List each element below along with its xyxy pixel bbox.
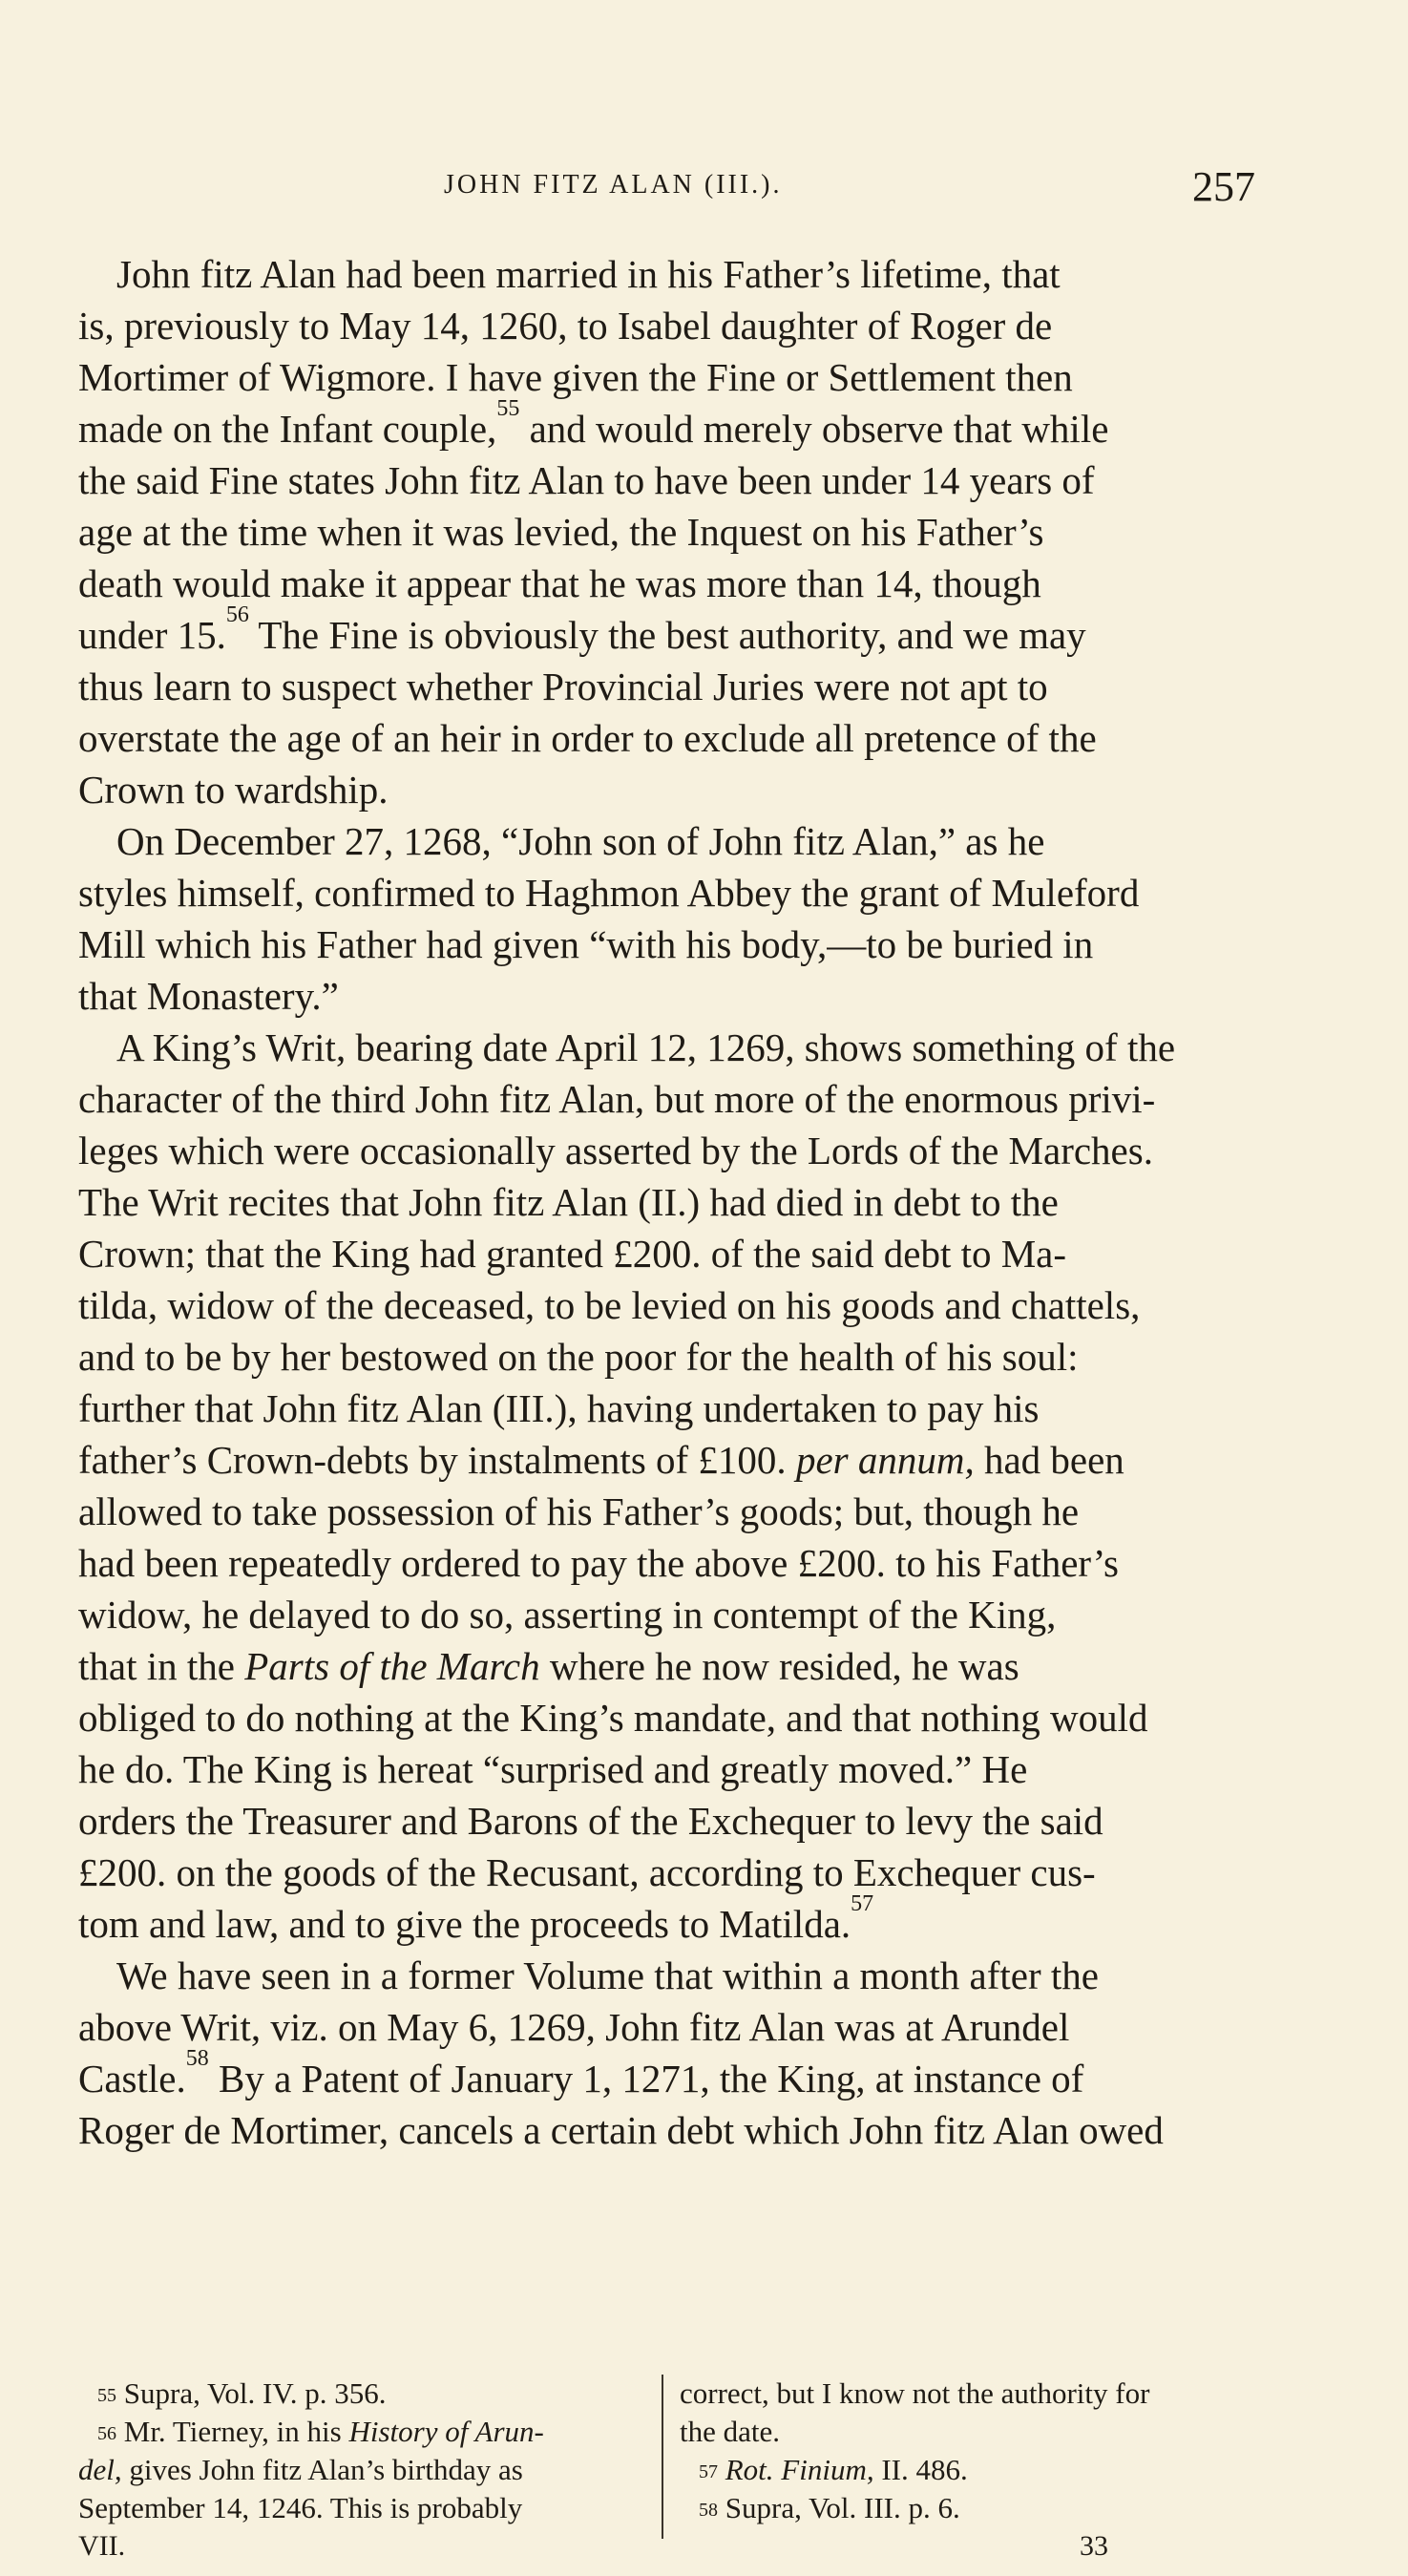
text-line: the said Fine states John fitz Alan to have been under 14 years of xyxy=(78,458,1095,502)
footnote-57 xyxy=(680,2451,1252,2489)
line-text: under 15. xyxy=(78,613,226,657)
sheet-number: 33 xyxy=(1080,2530,1108,2562)
text-line: styles himself, confirmed to Haghmon Abbey the grant of Muleford xyxy=(78,871,1140,915)
italic-text: Rot. Finium, xyxy=(725,2453,874,2486)
footnote-number: 57 xyxy=(699,2461,718,2482)
text-line: had been repeatedly ordered to pay the above £200. to his Father’s xyxy=(78,1541,1119,1585)
line-text: By a Patent of January 1, 1271, the King, at instance of xyxy=(208,2057,1084,2101)
line-text: The Fine is obviously the best authority, and we may xyxy=(248,613,1086,657)
text-line: Crown to wardship. xyxy=(78,768,389,812)
footnote-text: II. 486. xyxy=(873,2453,968,2486)
italic-text: History of Arun- xyxy=(348,2415,544,2448)
footnote-text: the date. xyxy=(680,2415,781,2448)
footnote-ref-55[interactable]: 55 xyxy=(496,396,520,421)
text-line: overstate the age of an heir in order to exclude all pretence of the xyxy=(78,716,1097,760)
line-text: tom and law, and to give the proceeds to Matilda. xyxy=(78,1902,851,1946)
text-line: widow, he delayed to do so, asserting in contempt of the King, xyxy=(78,1593,1057,1636)
footnote-ref-56[interactable]: 56 xyxy=(225,602,249,627)
italic-text: del, xyxy=(78,2453,122,2486)
text-line: leges which were occasionally asserted by the Lords of the Marches. xyxy=(78,1129,1153,1172)
italic-text: per annum, xyxy=(795,1438,975,1482)
footnote-text: September 14, 1246. This is probably xyxy=(78,2491,523,2524)
line-text: where he now resided, he was xyxy=(539,1644,1019,1688)
text-line: John fitz Alan had been married in his Father’s lifetime, that xyxy=(116,252,1061,296)
line-text: and would merely observe that while xyxy=(519,407,1109,451)
running-head: JOHN FITZ ALAN (III.). xyxy=(444,170,783,200)
text-line xyxy=(78,602,1245,661)
text-line: death would make it appear that he was more than 14, though xyxy=(78,561,1041,605)
footnote-text: Supra, Vol. III. p. 6. xyxy=(725,2491,960,2524)
text-line: obliged to do nothing at the King’s mandate, and that nothing would xyxy=(78,1696,1148,1740)
line-text: father’s Crown-debts by instalments of £100. xyxy=(78,1438,787,1482)
text-line xyxy=(78,2046,1245,2104)
text-line: tilda, widow of the deceased, to be levied on his goods and chattels, xyxy=(78,1283,1141,1327)
text-line: orders the Treasurer and Barons of the Exchequer to levy the said xyxy=(78,1799,1103,1843)
footnote-text: gives John fitz Alan’s birthday as xyxy=(121,2453,523,2486)
text-line: £200. on the goods of the Recusant, according to Exchequer cus- xyxy=(78,1850,1096,1894)
text-line: Mortimer of Wigmore. I have given the Fine or Settlement then xyxy=(78,355,1073,399)
footnotes-left-column xyxy=(78,2375,651,2527)
footnote-56-cont xyxy=(78,2489,651,2527)
text-line: On December 27, 1268, “John son of John fitz Alan,” as he xyxy=(116,819,1045,863)
footnote-58 xyxy=(680,2489,1252,2527)
text-line: that Monastery.” xyxy=(78,974,339,1018)
footnote-number: 55 xyxy=(97,2385,116,2406)
text-line: Crown; that the King had granted £200. of the said debt to Ma- xyxy=(78,1232,1067,1276)
text-line: further that John fitz Alan (III.), having undertaken to pay his xyxy=(78,1386,1040,1430)
body-text xyxy=(78,248,1245,2156)
footnotes-right-column xyxy=(680,2375,1252,2527)
text-line xyxy=(78,396,1245,454)
text-line xyxy=(78,1891,1245,1950)
text-line: Roger de Mortimer, cancels a certain debt which John fitz Alan owed xyxy=(78,2108,1164,2152)
text-line: Mill which his Father had given “with his body,—to be buried in xyxy=(78,922,1094,966)
text-line: thus learn to suspect whether Provincial Juries were not apt to xyxy=(78,665,1048,708)
page-number: 257 xyxy=(1192,163,1255,210)
text-line: A King’s Writ, bearing date April 12, 1269, shows something of the xyxy=(116,1025,1176,1069)
text-line: he do. The King is hereat “surprised and greatly moved.” He xyxy=(78,1747,1028,1791)
line-text: Castle. xyxy=(78,2057,186,2101)
text-line: age at the time when it was levied, the Inquest on his Father’s xyxy=(78,510,1044,554)
footnote-56 xyxy=(78,2413,651,2451)
footnote-ref-57[interactable]: 57 xyxy=(851,1891,874,1916)
text-line: We have seen in a former Volume that within a month after the xyxy=(116,1953,1099,1997)
text-line: The Writ recites that John fitz Alan (II.) had died in debt to the xyxy=(78,1180,1059,1224)
text-line xyxy=(78,1434,1245,1486)
text-line xyxy=(78,1640,1245,1692)
footnote-text: correct, but I know not the authority for xyxy=(680,2376,1150,2410)
footnote-text: Supra, Vol. IV. p. 356. xyxy=(123,2376,387,2410)
signature-mark: VII. xyxy=(78,2530,126,2562)
line-text: made on the Infant couple, xyxy=(78,407,497,451)
page-header xyxy=(0,162,1408,220)
footnotes xyxy=(78,2375,1245,2524)
footnote-55 xyxy=(78,2375,651,2413)
footnote-divider xyxy=(662,2375,663,2539)
text-line: above Writ, viz. on May 6, 1269, John fitz Alan was at Arundel xyxy=(78,2005,1070,2049)
line-text: had been xyxy=(974,1438,1124,1482)
footnote-number: 58 xyxy=(699,2500,718,2521)
text-line: character of the third John fitz Alan, but more of the enormous privi- xyxy=(78,1077,1156,1121)
footnote-text: Mr. Tierney, in his xyxy=(123,2415,349,2448)
text-line: allowed to take possession of his Father’s goods; but, though he xyxy=(78,1489,1080,1533)
footnote-number: 56 xyxy=(97,2423,116,2444)
footnote-56-cont xyxy=(680,2413,1252,2451)
footnote-56-cont xyxy=(78,2451,651,2489)
italic-text: Parts of the March xyxy=(244,1644,540,1688)
footnote-ref-58[interactable]: 58 xyxy=(185,2046,209,2071)
text-line: and to be by her bestowed on the poor for the health of his soul: xyxy=(78,1335,1079,1379)
line-text: that in the xyxy=(78,1644,235,1688)
text-line: is, previously to May 14, 1260, to Isabel daughter of Roger de xyxy=(78,304,1053,348)
footnote-56-cont xyxy=(680,2375,1252,2413)
